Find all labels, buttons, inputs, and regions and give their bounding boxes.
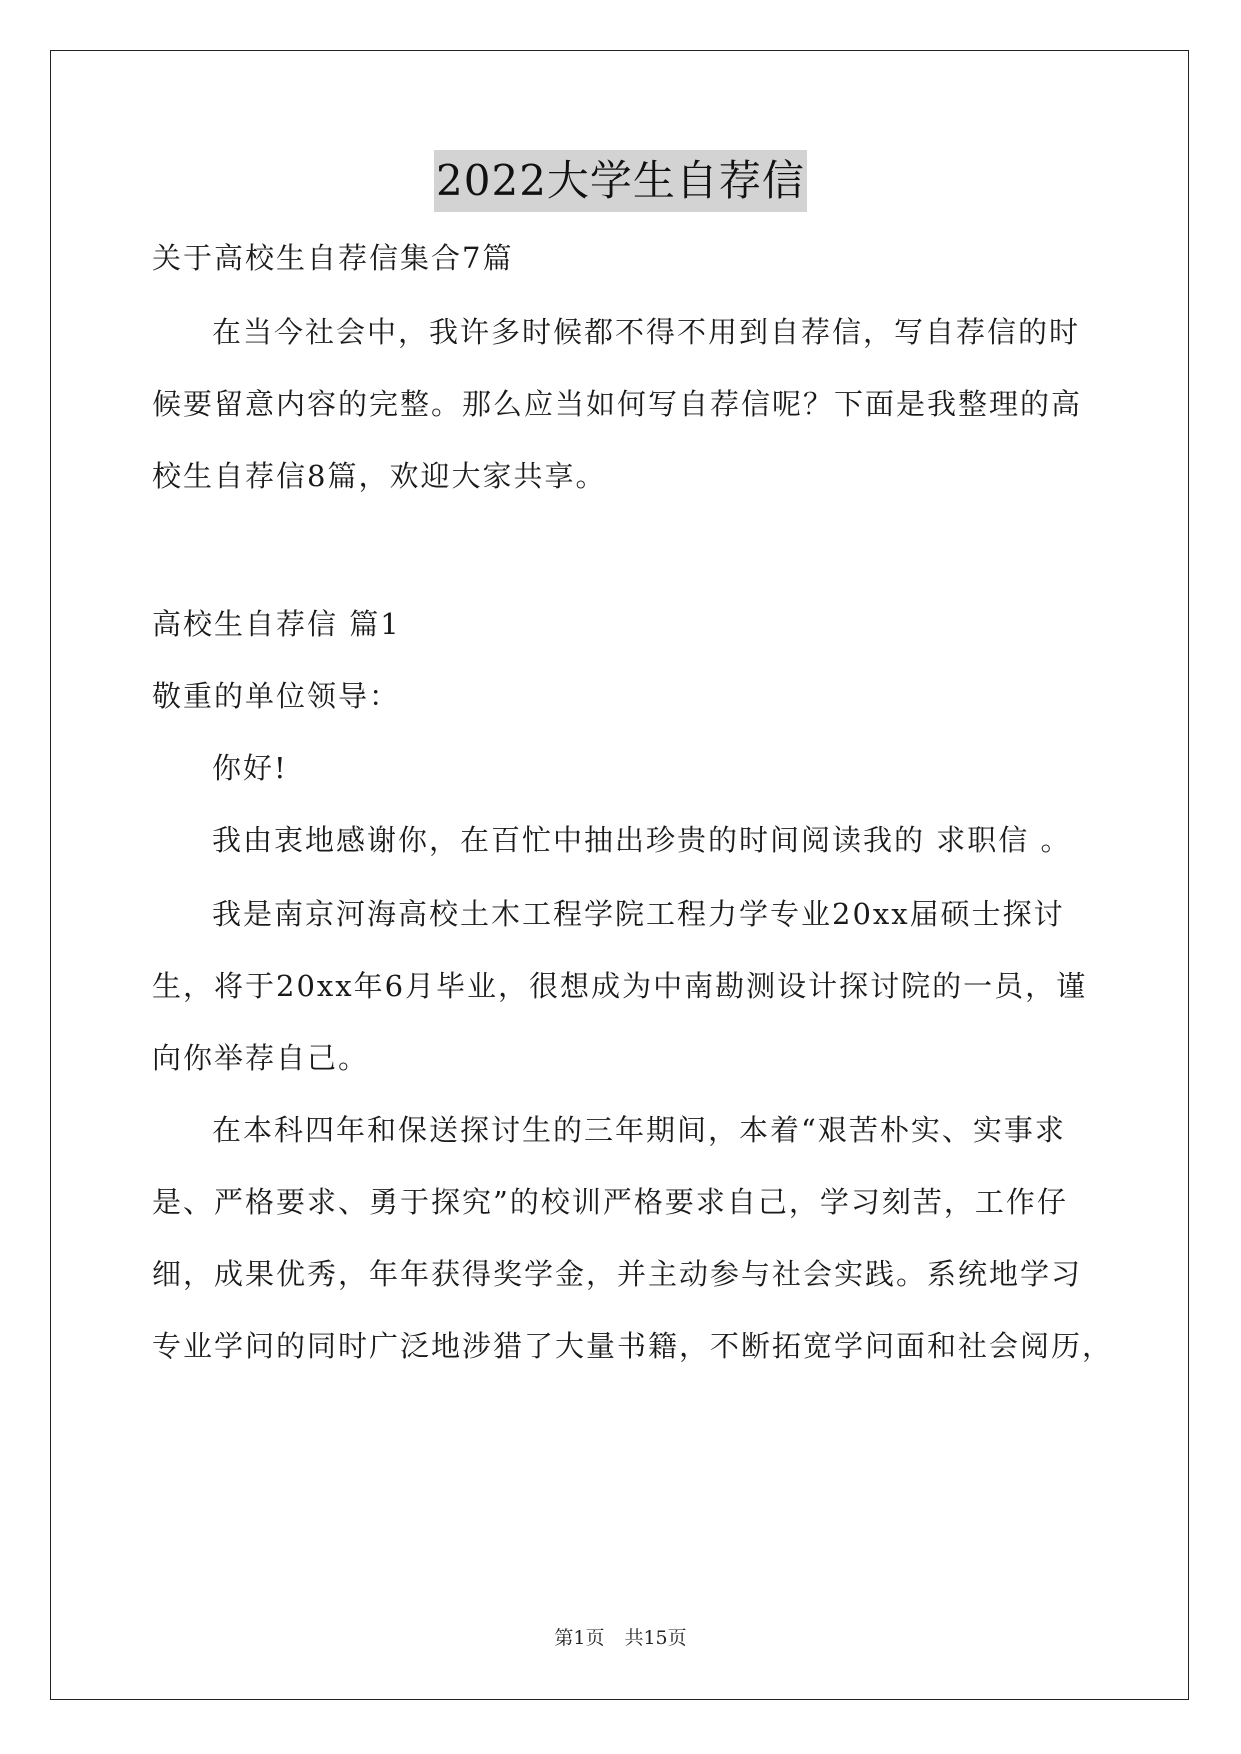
paragraph-line: 细，成果优秀，年年获得奖学金，并主动参与社会实践。系统地学习 [152,1257,1083,1291]
page-border [50,50,1189,1700]
section-heading: 高校生自荐信 篇1 [152,607,401,641]
intro-line: 校生自荐信8篇，欢迎大家共享。 [152,459,607,493]
page-footer [0,1626,1241,1650]
salutation: 敬重的单位领导： [152,679,401,713]
page-total: 共15页 [624,1627,687,1649]
document-subtitle: 关于高校生自荐信集合7篇 [152,241,514,275]
greeting: 你好! [212,751,288,785]
intro-line: 在当今社会中，我许多时候都不得不用到自荐信，写自荐信的时 [212,315,1081,349]
document-title: 2022大学生自荐信 [434,150,807,212]
intro-line: 候要留意内容的完整。那么应当如何写自荐信呢？下面是我整理的高 [152,387,1083,421]
paragraph-line: 是、严格要求、勇于探究”的校训严格要求自己，学习刻苦，工作仔 [152,1185,1068,1219]
title-container [0,150,1241,212]
paragraph-line: 在本科四年和保送探讨生的三年期间，本着“艰苦朴实、实事求 [212,1113,1066,1147]
paragraph-line: 专业学问的同时广泛地涉猎了大量书籍，不断拓宽学问面和社会阅历， [152,1329,1114,1363]
paragraph-line: 生，将于20xx年6月毕业，很想成为中南勘测设计探讨院的一员，谨 [152,969,1088,1003]
paragraph-line: 向你举荐自己。 [152,1041,370,1075]
page-number: 第1页 [554,1627,605,1649]
paragraph-line: 我由衷地感谢你，在百忙中抽出珍贵的时间阅读我的 求职信 。 [212,823,1072,857]
paragraph-line: 我是南京河海高校土木工程学院工程力学专业20xx届硕士探讨 [212,897,1065,931]
